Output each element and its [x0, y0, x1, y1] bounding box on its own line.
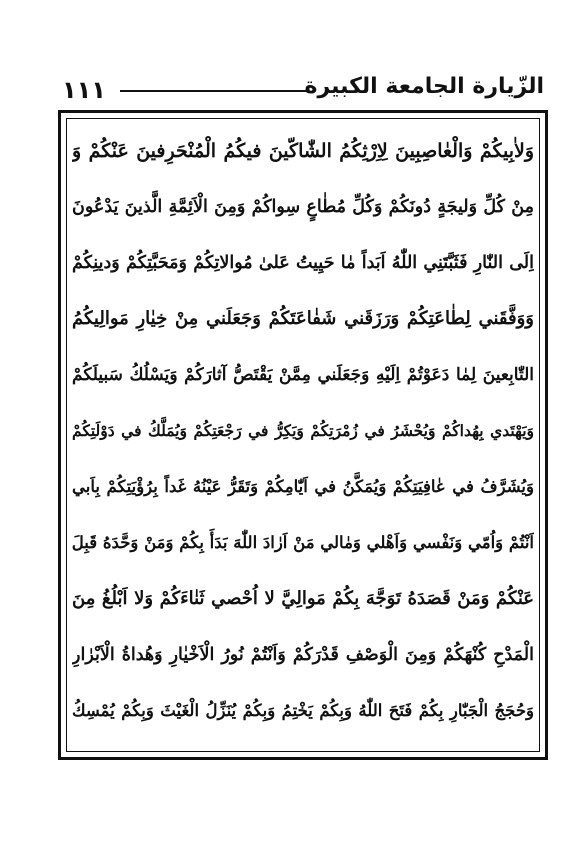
header-divider [120, 90, 306, 92]
prayer-text-block [72, 124, 534, 746]
text-line-10: الْمَدْحِ كُنْهَكُمْ وَمِنَ الْوَصْفِ قَدْرَكُمْ وَاَنْتُمْ نُورُ الْاَخْيٰارِ وَهُداةُ الْاَبْرٰارِ [72, 645, 534, 665]
text-line-11: وَحُجَجُ الْجَبّٰارِ بِكُمْ فَتَحَ اللّٰهُ وَبِكُمْ يَخْتِمُ وَبِكُمْ يُنَزِّلُ الْغَيْثَ وَبِكُمْ يُمْسِكُ [72, 701, 534, 720]
text-line-2: مِنْ كُلِّ وَليجَةٍ دُونَكُمْ وَكُلِّ مُطٰاعٍ سِواكُمْ وَمِنَ الْاَئِمَّةِ الَّذينَ يَدْعُونَ [72, 197, 534, 217]
running-title: الزّيارة الجامعة الكبيرة [304, 74, 544, 99]
page-number: ١١١ [62, 76, 106, 104]
text-line-8: اَنْتُمْ وَاُمّي وَنَفْسي وَاَهْلي وَمٰالي مَنْ اَرٰادَ اللّٰهَ بَدَأَ بِكُمْ وَمَنْ وَحَّدَهُ قَبِلَ [72, 533, 534, 552]
text-line-1: وَلاٰبِيكُمْ وَالْعٰاصِبِينَ لِاِرْثِكُمُ الشّٰاكّينَ فيكُمُ الْمُنْحَرِفينَ عَنْكُمْ وَ [72, 140, 534, 162]
text-line-7: وَيُشَرَّفُ في عٰافِيَتِكُمْ وَيُمَكَّنُ في اَيّٰامِكُمْ وَتَقَرُّ عَيْنُهُ غَداً بِرُؤْيَتِكُمْ بِاَبي [72, 477, 534, 496]
text-line-9: عَنْكُمْ وَمَنْ قَصَدَهُ تَوَجَّهَ بِكُمْ مَوالِيَّ لا اُحْصي ثَنٰاءَكُمْ وَلا اَبْلُغُ مِنَ [72, 588, 534, 609]
text-line-4: وَوَفَّقَني لِطٰاعَتِكُمْ وَرَزَقَني شَفٰاعَتَكُمْ وَجَعَلَني مِنْ خِيٰارِ مَوالِيكُمُ [72, 308, 534, 329]
page-header [60, 74, 546, 108]
text-line-6: وَيَهْتَدي بِهُداكُمْ وَيُحْشَرُ في زُمْرَتِكُمْ وَيَكِرُّ في رَجْعَتِكُمْ وَيُمَلَّكُ في دَوْلَتِكُمْ [72, 421, 534, 440]
text-line-3: اِلَى النّٰارِ فَثَبَّتَنِي اللّٰهُ اَبَداً مٰا حَيِيتُ عَلىٰ مُوالاتِكُمْ وَمَحَبَّتِكُمْ وَدينِكُمْ [72, 253, 534, 273]
text-line-5: التّٰابِعينَ لِمٰا دَعَوْتُمْ اِلَيْهِ وَجَعَلَني مِمَّنْ يَقْتَصُّ آثارَكُمْ وَيَسْلُكُ سَبيلَكُمْ [72, 365, 534, 385]
